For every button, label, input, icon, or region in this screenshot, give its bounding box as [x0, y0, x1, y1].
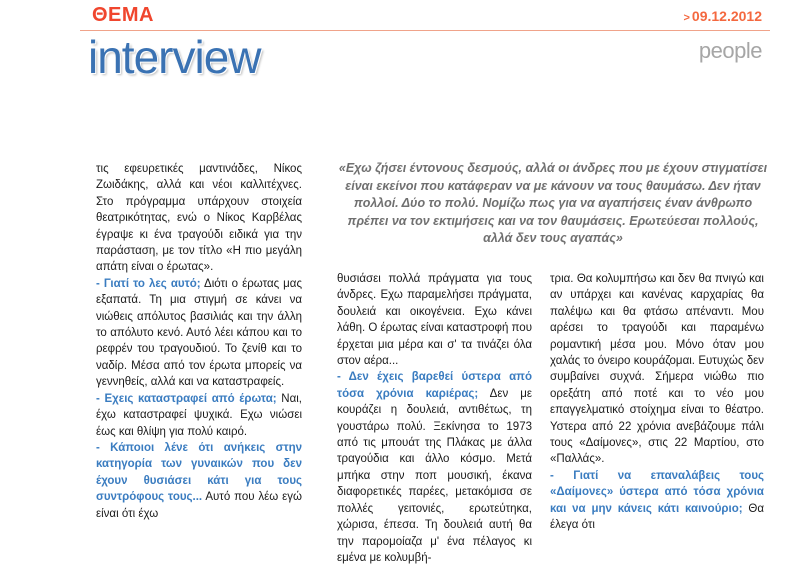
answer: Αυτό που λέω εγώ είναι ότι έχω — [96, 491, 302, 520]
paragraph: τις εφευρετικές μαντινάδες, Νίκος Ζωιδάκης, αλλά και νέοι καλλιτέχνες. Στο πρόγραμμα υπάρχουν στοιχεία θεατρικότητας, ενώ ο Νίκος Καρβέλας έγραψε κι ένα τραγούδι ειδικά για την παράσταση, με τον τίτλο «Η πιο μεγάλη απάτη είναι ο έρωτας». — [96, 163, 302, 274]
paragraph: τρια. Θα κολυμπήσω και δεν θα πνιγώ και αν υπάρχει και κανένας καρχαρίας θα παλέψω και θα φτάσω απέναντι. Μου αρέσει το τραγούδι και παραμένω ρομαντική μέσα μου. Μόνο όταν μου χαλάς το όνειρο κουράζομαι. Ευτυχώς δεν συμβαίνει συχνά. Σήμερα νιώθω πιο ορεξάτη από ποτέ και το νέο μου επαγγελματικό στοίχημα είναι το θέατρο. Υστερα από 22 χρόνια ανεβάζουμε πάλι τους «Δαίμονες», στις 22 Μαρτίου, στο «Παλλάς». — [550, 273, 764, 466]
masthead-logo: ΘΕΜΑ — [92, 4, 154, 26]
qa-block — [96, 276, 302, 391]
answer: Δεν με κουράζει η δουλειά, αντιθέτως, τη γουστάρω πολύ. Ξεκίνησα το 1973 από τις μπουάτ της Πλάκας με άλλα τραγούδια και άλλο κόσμο. Μετά μπήκα στην ποπ μουσική, έκανα διαφορετικές παρέες, μετακόμισα σε πολλές γειτονιές, ερωτεύτηκα, χώρισα, έπεσα. Τη δουλειά αυτή θα την παρομοίαζα μ' ένα πέλαγος κι εμένα με κολυμβή- — [337, 387, 533, 564]
chevron-right-icon: > — [683, 12, 690, 24]
question: - Γιατί να επαναλάβεις τους «Δαίμονες» ύστερα από τόσα χρόνια και να μην κάνεις κάτι καινούριο; — [550, 469, 764, 515]
qa-block — [96, 440, 302, 522]
article-column-3 — [550, 271, 764, 534]
article-column-1 — [96, 161, 302, 522]
answer: Ναι, έχω καταστραφεί ψυχικά. Εχω νιώσει έως και θλίψη για πολύ καιρό. — [96, 392, 302, 438]
pull-quote: «Εχω ζήσει έντονους δεσμούς, αλλά οι άνδρες που με έχουν στιγματίσει είναι εκείνοι που κατάφεραν να με κάνουν να τους θαυμάσω. Δεν ήταν πολλοί. Δύο το πολύ. Νομίζω πως για να αγαπήσεις έναν άνθρωπο πρέπει να τον εκτιμήσεις και να τον θαυμάσεις. Ερωτεύεσαι πολλούς, αλλά δεν τους αγαπάς» — [338, 161, 768, 245]
answer: Θα έλεγα ότι — [550, 502, 764, 532]
qa-block — [550, 468, 764, 534]
issue-date — [683, 8, 762, 24]
question: - Δεν έχεις βαρεθεί ύστερα από τόσα χρόνια καριέρας; — [337, 371, 532, 400]
question: - Κάποιοι λένε ότι ανήκεις στην κατηγορία των γυναικών που δεν έχουν θυσιάσει κάτι για τους συντρόφους τους... — [96, 441, 302, 504]
paragraph: θυσιάσει πολλά πράγματα για τους άνδρες. Εχω παραμελήσει πράγματα, δουλειά και οικογένεια. Εχω κάνει λάθη. Ο έρωτας είναι καταστροφή που έρχεται μια μέρα και σ' τα τινάζει όλα στον αέρα... — [337, 273, 532, 368]
question: - Εχεις καταστραφεί από έρωτα; — [96, 392, 277, 405]
section-tag: people — [698, 38, 762, 63]
qa-block — [96, 391, 302, 440]
qa-block — [337, 369, 532, 566]
section-title: interview — [88, 31, 261, 83]
question: - Γιατί το λες αυτό; — [96, 277, 201, 290]
article-column-2 — [337, 271, 532, 566]
answer: Διότι ο έρωτας μας εξαπατά. Τη μια στιγμή σε κάνει να νιώθεις απόλυτος βασιλιάς και την άλλη το απόλυτο κενό. Αυτό λέει κάπου και το ρεφρέν του τραγουδιού. Το ζενίθ και το ναδίρ. Μέσα από τον έρωτα μπορείς να γεννηθείς, αλλά και να καταστραφείς. — [96, 277, 303, 389]
issue-date-text: 09.12.2012 — [691, 8, 762, 24]
